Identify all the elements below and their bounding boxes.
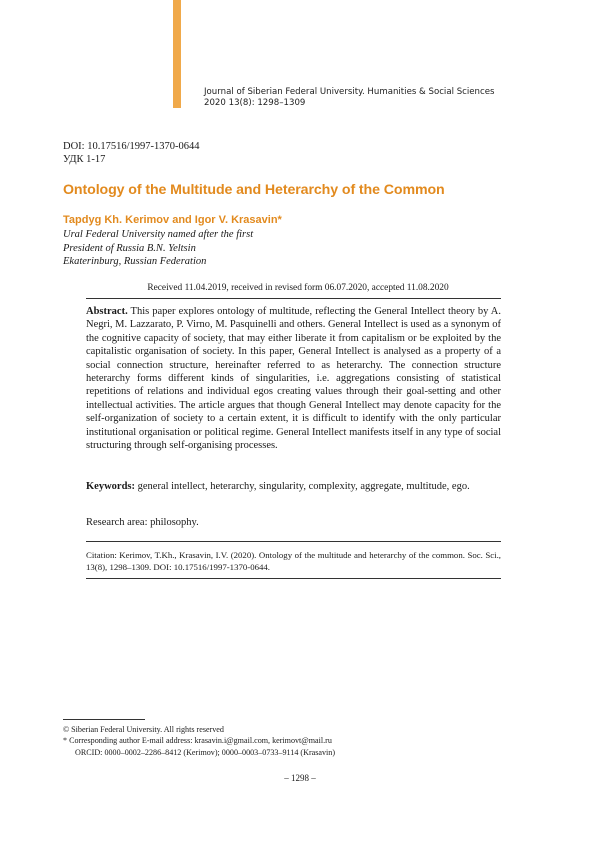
divider bbox=[86, 541, 501, 542]
article-title: Ontology of the Multitude and Heterarchy of the Common bbox=[63, 182, 445, 198]
article-meta bbox=[63, 140, 200, 166]
orcid-note: ORCID: 0000–0002–2286–8412 (Kerimov); 0000–0003–0733–9114 (Krasavin) bbox=[75, 747, 336, 757]
journal-header bbox=[204, 87, 495, 109]
doi: DOI: 10.17516/1997-1370-0644 bbox=[63, 141, 200, 152]
journal-issue: 2020 13(8): 1298–1309 bbox=[204, 98, 306, 108]
udc: УДК 1-17 bbox=[63, 154, 106, 165]
affiliation-line: Ekaterinburg, Russian Federation bbox=[63, 256, 207, 267]
footnote-divider bbox=[63, 719, 145, 720]
footnotes bbox=[63, 724, 335, 758]
divider bbox=[86, 578, 501, 579]
page-number: – 1298 – bbox=[284, 773, 316, 783]
journal-name: Journal of Siberian Federal University. Humanities & Social Sciences bbox=[204, 87, 495, 97]
research-area: Research area: philosophy. bbox=[86, 517, 199, 528]
abstract-text: This paper explores ontology of multitude, reflecting the General Intellect theory by A. Negri, M. Lazzarato, P. Virno, M. Pasquinelli and others. General Intellect is used as a synonym of the cognitive capacity of society, that may either liberate it from capitalism or be exploited by the capitalistic organisation of society. In this paper, General Intellect is analysed as a property of a social connection structure, hereinafter referred to as heterarchy. The connection structure heterarchy forms different kinds of singularities, i.e. aggregations consisting of statistical repetitions of relations and individual egos creating values through their goal-setting and other intellectual activities. The article argues that though General Intellect may denote capacity for the self-organization of society to a certain extent, it is difficult to identify with the only particular institutional organisation or political regime. General Intellect manifests itself in any type of social structuring through self-organising processes. bbox=[86, 306, 501, 452]
abstract bbox=[86, 305, 501, 452]
keywords bbox=[86, 480, 501, 493]
authors: Tapdyg Kh. Kerimov and Igor V. Krasavin* bbox=[63, 214, 282, 226]
journal-accent-bar bbox=[173, 0, 181, 108]
keywords-label: Keywords: bbox=[86, 481, 135, 492]
abstract-label: Abstract. bbox=[86, 306, 128, 317]
keywords-text: general intellect, heterarchy, singularity, complexity, aggregate, multitude, ego. bbox=[135, 481, 470, 492]
corresponding-author-note: * Corresponding author E-mail address: krasavin.i@gmail.com, kerimovt@mail.ru bbox=[63, 736, 332, 746]
copyright-note: © Siberian Federal University. All rights reserved bbox=[63, 725, 224, 734]
affiliation-line: Ural Federal University named after the first bbox=[63, 229, 254, 240]
affiliation bbox=[63, 228, 253, 269]
divider bbox=[86, 298, 501, 299]
affiliation-line: President of Russia B.N. Yeltsin bbox=[63, 242, 196, 254]
citation: Citation: Kerimov, T.Kh., Krasavin, I.V. (2020). Ontology of the multitude and heterarchy of the common. Soc. Sci., 13(8), 1298–1309. DOI: 10.17516/1997-1370-0644. bbox=[86, 550, 501, 572]
received-dates: Received 11.04.2019, received in revised form 06.07.2020, accepted 11.08.2020 bbox=[147, 283, 449, 293]
